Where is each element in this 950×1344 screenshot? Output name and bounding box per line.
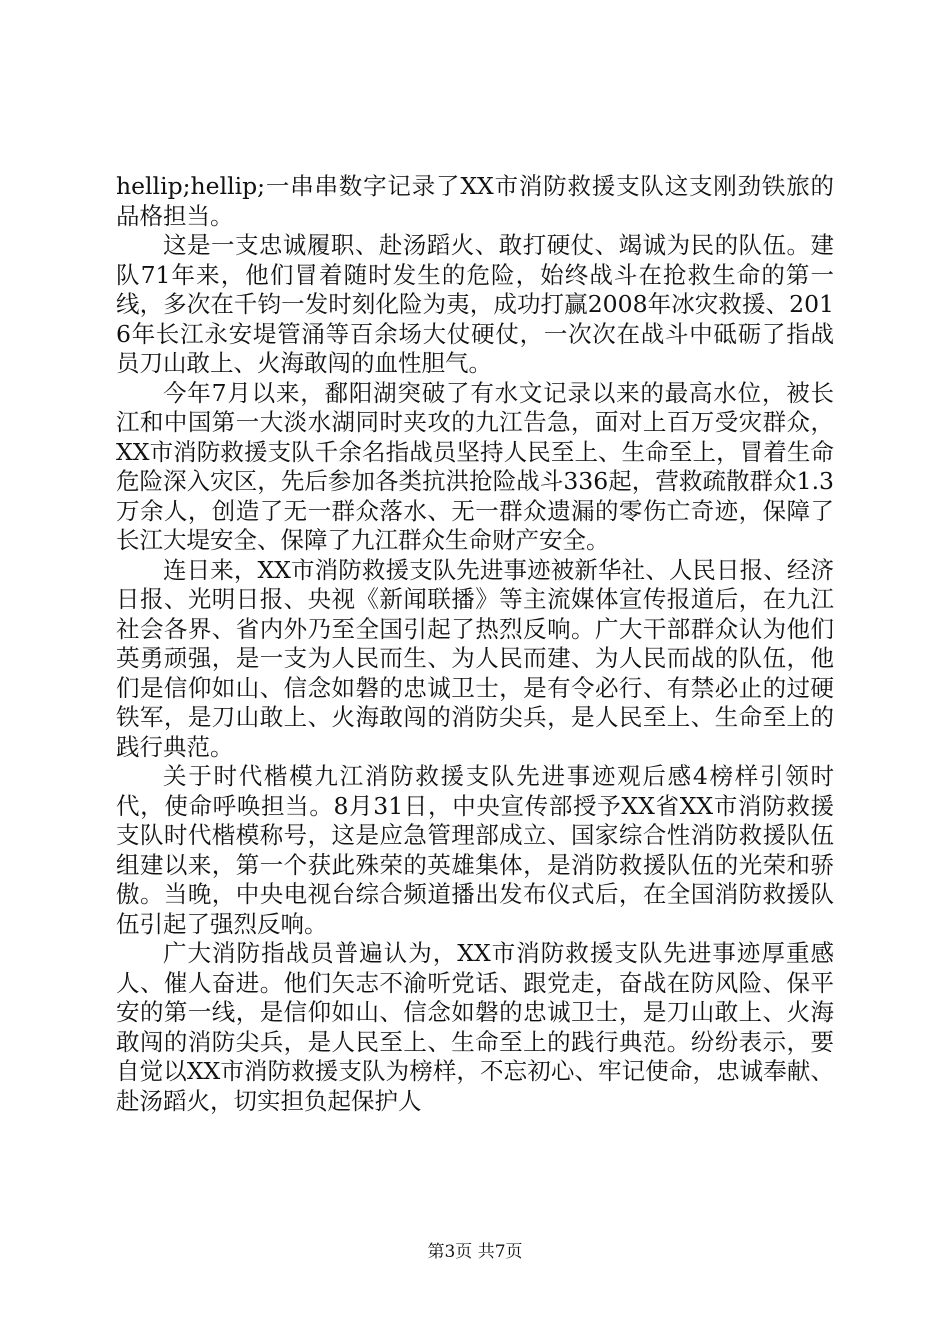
paragraph: 今年7月以来，鄱阳湖突破了有水文记录以来的最高水位，被长江和中国第一大淡水湖同时夹攻的九江告急，面对上百万受灾群众，XX市消防救援支队千余名指战员坚持人民至上、生命至上，冒着生命危险深入灾区，先后参加各类抗洪抢险战斗336起，营救疏散群众1.3万余人，创造了无一群众落水、无一群众遗漏的零伤亡奇迹，保障了长江大堤安全、保障了九江群众生命财产安全。 (116, 378, 834, 554)
page-number-footer: 第3页 共7页 (427, 1242, 523, 1262)
document-body (116, 172, 834, 1116)
paragraph: 广大消防指战员普遍认为，XX市消防救援支队先进事迹厚重感人、催人奋进。他们矢志不渝听党话、跟党走，奋战在防风险、保平安的第一线，是信仰如山、信念如磐的忠诚卫士，是刀山敢上、火海敢闯的消防尖兵，是人民至上、生命至上的践行典范。纷纷表示，要自觉以XX市消防救援支队为榜样，不忘初心、牢记使命，忠诚奉献、赴汤蹈火，切实担负起保护人 (116, 939, 834, 1115)
paragraph: 这是一支忠诚履职、赴汤蹈火、敢打硬仗、竭诚为民的队伍。建队71年来，他们冒着随时发生的危险，始终战斗在抢救生命的第一线，多次在千钧一发时刻化险为夷，成功打赢2008年冰灾救援、2016年长江永安堤管涌等百余场大仗硬仗，一次次在战斗中砥砺了指战员刀山敢上、火海敢闯的血性胆气。 (116, 231, 834, 377)
paragraph-continued: hellip;hellip;一串串数字记录了XX市消防救援支队这支刚劲铁旅的品格担当。 (116, 172, 834, 230)
paragraph: 关于时代楷模九江消防救援支队先进事迹观后感4榜样引领时代，使命呼唤担当。8月31日，中央宣传部授予XX省XX市消防救援支队时代楷模称号，这是应急管理部成立、国家综合性消防救援队伍组建以来，第一个获此殊荣的英雄集体，是消防救援队伍的光荣和骄傲。当晚，中央电视台综合频道播出发布仪式后，在全国消防救援队伍引起了强烈反响。 (116, 762, 834, 938)
paragraph: 连日来，XX市消防救援支队先进事迹被新华社、人民日报、经济日报、光明日报、央视《新闻联播》等主流媒体宣传报道后，在九江社会各界、省内外乃至全国引起了热烈反响。广大干部群众认为他们英勇顽强，是一支为人民而生、为人民而建、为人民而战的队伍，他们是信仰如山、信念如磐的忠诚卫士，是有令必行、有禁必止的过硬铁军，是刀山敢上、火海敢闯的消防尖兵，是人民至上、生命至上的践行典范。 (116, 555, 834, 761)
